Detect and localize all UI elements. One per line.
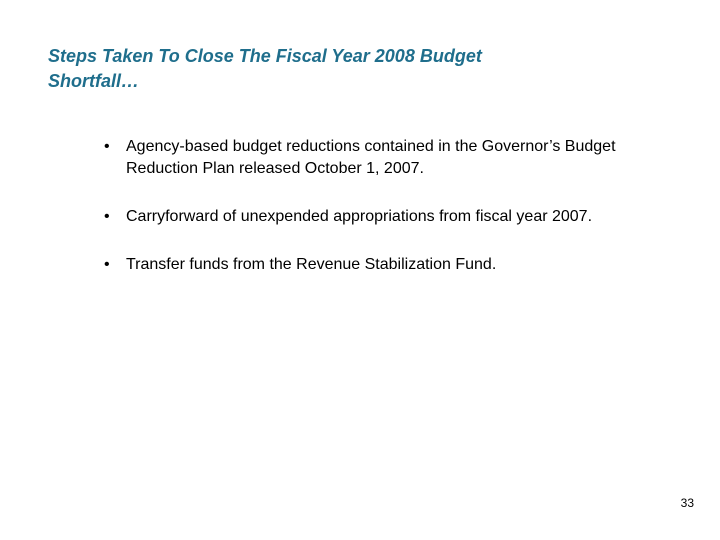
slide-title-line-2: Shortfall… bbox=[48, 71, 140, 91]
bullet-item-revenue-transfer bbox=[104, 254, 644, 276]
bullet-text-agency-reductions: Agency-based budget reductions contained in the Governor’s Budget Reduction Plan released October 1, 2007. bbox=[126, 138, 616, 177]
slide-title-line-1: Steps Taken To Close The Fiscal Year 2008 Budget bbox=[48, 46, 482, 66]
page-number: 33 bbox=[680, 496, 694, 510]
bullet-list bbox=[104, 136, 644, 302]
bullet-text-revenue-transfer: Transfer funds from the Revenue Stabilization Fund. bbox=[126, 256, 497, 273]
bullet-item-agency-reductions bbox=[104, 136, 644, 180]
bullet-dot-icon: • bbox=[104, 138, 110, 155]
bullet-dot-icon: • bbox=[104, 256, 110, 273]
bullet-dot-icon: • bbox=[104, 208, 110, 225]
bullet-item-carryforward bbox=[104, 206, 644, 228]
slide-title bbox=[48, 44, 648, 94]
bullet-text-carryforward: Carryforward of unexpended appropriations from fiscal year 2007. bbox=[126, 208, 593, 225]
